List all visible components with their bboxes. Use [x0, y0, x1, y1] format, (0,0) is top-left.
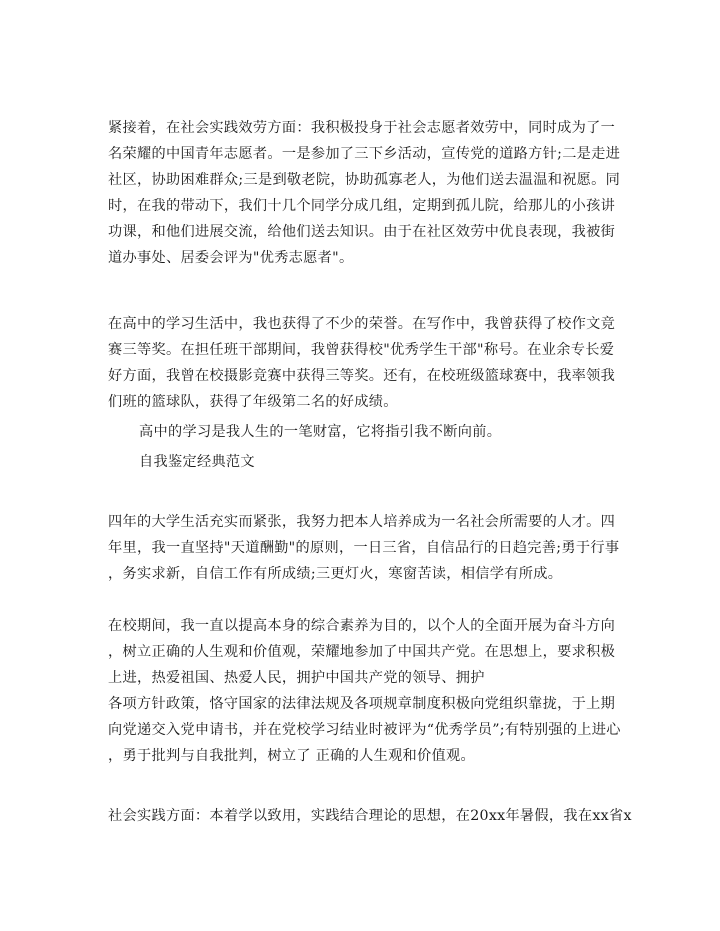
text-line: 各项方针政策，恪守国家的法律法规及各项规章制度积极向党组织靠拢，于上期 — [108, 696, 616, 712]
text-line: ，树立正确的人生观和价值观，荣耀地参加了中国共产党。在思想上，要求积极 — [108, 644, 616, 660]
text-line: 功课，和他们进展交流，给他们送去知识。由于在社区效劳中优良表现，我被街 — [108, 224, 616, 240]
text-line: 上进，热爱祖国、热爱人民，拥护中国共产党的领导、拥护 — [108, 670, 485, 686]
text-line: 社会实践方面：本着学以致用，实践结合理论的思想，在20xx年暑假，我在xx省x — [108, 808, 632, 824]
text-line: 在校期间，我一直以提高本身的综合素养为目的，以个人的全面开展为奋斗方向 — [108, 618, 616, 634]
text-line: 在高中的学习生活中，我也获得了不少的荣誉。在写作中，我曾获得了校作文竞 — [108, 316, 616, 332]
text-line: 时，在我的带动下，我们十几个同学分成几组，定期到孤儿院，给那儿的小孩讲 — [108, 198, 616, 214]
text-line: 好方面，我曾在校摄影竞赛中获得三等奖。还有，在校班级篮球赛中，我率领我 — [108, 368, 616, 384]
text-line: ，务实求新，自信工作有所成绩;三更灯火，寒窗苦读，相信学有所成。 — [108, 566, 563, 582]
text-line: ，勇于批判与自我批判，树立了 正确的人生观和价值观。 — [108, 748, 475, 764]
paragraph-high-school-closing: 高中的学习是我人生的一笔财富，它将指引我不断向前。 — [139, 424, 502, 440]
text-line: 向党递交入党申请书，并在党校学习结业时被评为“优秀学员”;有特别强的上进心 — [108, 722, 621, 738]
text-line: 赛三等奖。在担任班干部期间，我曾获得校"优秀学生干部"称号。在业余专长爱 — [108, 342, 615, 358]
text-line: 紧接着，在社会实践效劳方面：我积极投身于社会志愿者效劳中，同时成为了一 — [108, 120, 616, 136]
text-line: 道办事处、居委会评为"优秀志愿者"。 — [108, 250, 354, 266]
text-line: 名荣耀的中国青年志愿者。一是参加了三下乡活动，宣传党的道路方针;二是走进 — [108, 146, 621, 162]
text-line: 社区，协助困难群众;三是到敬老院，协助孤寡老人，为他们送去温温和祝愿。同 — [108, 172, 621, 188]
text-line: 们班的篮球队，获得了年级第二名的好成绩。 — [108, 394, 398, 410]
text-line: 年里，我一直坚持"天道酬勤"的原则，一日三省，自信品行的日趋完善;勇于行事 — [108, 540, 620, 556]
section-heading: 自我鉴定经典范文 — [139, 454, 255, 470]
text-line: 四年的大学生活充实而紧张，我努力把本人培养成为一名社会所需要的人才。四 — [108, 514, 616, 530]
